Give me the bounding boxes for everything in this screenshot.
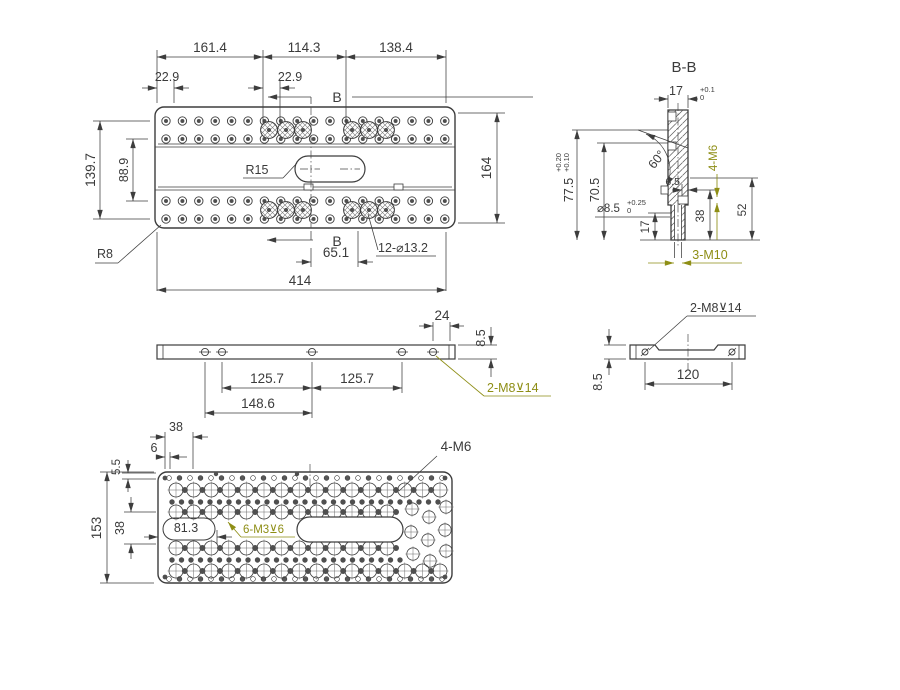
dim-148-6: 148.6 bbox=[241, 396, 275, 411]
hole-center bbox=[328, 217, 332, 221]
small-hole bbox=[375, 545, 381, 551]
small-hole bbox=[408, 577, 413, 582]
small-hole bbox=[207, 557, 212, 562]
small-hole bbox=[182, 487, 188, 493]
small-hole bbox=[199, 509, 205, 515]
small-hole bbox=[350, 499, 355, 504]
small-hole bbox=[226, 557, 231, 562]
hole-center bbox=[312, 119, 316, 123]
hole-center bbox=[246, 199, 250, 203]
small-hole bbox=[169, 499, 174, 504]
small-hole bbox=[169, 557, 174, 562]
small-hole bbox=[236, 499, 241, 504]
small-hole bbox=[274, 499, 279, 504]
small-hole bbox=[283, 499, 288, 504]
small-hole bbox=[335, 476, 340, 481]
small-hole bbox=[293, 499, 298, 504]
small-hole bbox=[393, 545, 399, 551]
small-hole bbox=[272, 577, 277, 582]
small-hole bbox=[217, 499, 222, 504]
small-hole bbox=[377, 577, 382, 582]
dim-70-5: 70.5 bbox=[588, 177, 602, 203]
small-hole bbox=[283, 557, 288, 562]
tol-17-upper: +0.1 bbox=[700, 85, 715, 94]
small-hole bbox=[270, 509, 276, 515]
section-notch bbox=[668, 112, 676, 121]
small-hole bbox=[356, 577, 361, 582]
corner-hole bbox=[163, 575, 168, 580]
hole-center bbox=[230, 119, 234, 123]
hole-center bbox=[377, 137, 381, 141]
small-hole bbox=[358, 487, 364, 493]
thread-callout-4m6-bottom: 4-M6 bbox=[440, 439, 472, 454]
small-hole bbox=[428, 487, 434, 493]
hole-center bbox=[246, 217, 250, 221]
dim-88-9: 88.9 bbox=[117, 157, 131, 183]
small-hole bbox=[305, 545, 311, 551]
small-hole bbox=[302, 499, 307, 504]
small-hole bbox=[245, 557, 250, 562]
small-hole bbox=[312, 499, 317, 504]
small-hole bbox=[369, 499, 374, 504]
hole-center bbox=[164, 217, 168, 221]
small-hole bbox=[251, 577, 256, 582]
hole-center bbox=[361, 217, 365, 221]
small-hole bbox=[198, 557, 203, 562]
corner-hole bbox=[443, 476, 448, 481]
small-hole bbox=[411, 568, 417, 574]
thread-callout-2m8-side: 2-M8⊻14 bbox=[487, 381, 539, 395]
small-hole bbox=[182, 545, 188, 551]
hole-center bbox=[180, 199, 184, 203]
dim-6: 6 bbox=[150, 441, 158, 455]
small-hole bbox=[252, 487, 258, 493]
small-hole bbox=[366, 476, 371, 481]
hole-center bbox=[377, 119, 381, 123]
hole-center bbox=[328, 137, 332, 141]
hole-center bbox=[426, 217, 430, 221]
small-hole bbox=[358, 545, 364, 551]
small-hole bbox=[198, 577, 203, 582]
small-hole bbox=[305, 568, 311, 574]
tol-17-lower: 0 bbox=[700, 93, 705, 102]
hole-center bbox=[230, 137, 234, 141]
corner-hole bbox=[163, 476, 168, 481]
dim-38-left: 38 bbox=[113, 521, 127, 535]
small-hole bbox=[182, 509, 188, 515]
hole-center bbox=[443, 217, 447, 221]
small-hole bbox=[188, 499, 193, 504]
dim-77-5: 77.5 bbox=[562, 177, 576, 203]
small-hole bbox=[287, 545, 293, 551]
hole-center bbox=[426, 199, 430, 203]
hole-center bbox=[410, 137, 414, 141]
small-hole bbox=[358, 509, 364, 515]
small-hole bbox=[198, 476, 203, 481]
thread-callout-4m6: 4-M6 bbox=[708, 144, 720, 172]
hole-center bbox=[410, 217, 414, 221]
top-view bbox=[83, 40, 533, 291]
edge-hole bbox=[214, 472, 218, 476]
small-hole bbox=[331, 499, 336, 504]
tab bbox=[304, 184, 313, 190]
dim-38-top: 38 bbox=[169, 420, 183, 434]
tab bbox=[394, 184, 403, 190]
small-hole bbox=[287, 568, 293, 574]
small-hole bbox=[188, 557, 193, 562]
dim-8-5-side: 8.5 bbox=[474, 329, 488, 347]
hole-center bbox=[361, 137, 365, 141]
small-hole bbox=[377, 476, 382, 481]
small-hole bbox=[426, 499, 431, 504]
edge-hole bbox=[295, 472, 299, 476]
small-hole bbox=[397, 557, 402, 562]
section-title: B-B bbox=[671, 59, 697, 76]
small-hole bbox=[388, 499, 393, 504]
small-hole bbox=[293, 476, 298, 481]
small-hole bbox=[264, 499, 269, 504]
small-hole bbox=[359, 557, 364, 562]
small-hole bbox=[312, 557, 317, 562]
small-hole bbox=[270, 545, 276, 551]
hole-center bbox=[213, 199, 217, 203]
small-hole bbox=[252, 509, 258, 515]
tol-8-5-upper: +0.25 bbox=[627, 198, 646, 207]
dim-114-3: 114.3 bbox=[287, 40, 321, 55]
small-hole bbox=[358, 568, 364, 574]
small-hole bbox=[340, 557, 345, 562]
dim-22-9-left: 22.9 bbox=[154, 70, 180, 84]
bottom-slot bbox=[297, 517, 403, 542]
small-hole bbox=[251, 476, 256, 481]
small-hole bbox=[274, 557, 279, 562]
hole-center bbox=[164, 119, 168, 123]
small-hole bbox=[272, 476, 277, 481]
small-hole bbox=[397, 499, 402, 504]
dim-5-5: 5.5 bbox=[111, 459, 123, 475]
hole-center bbox=[361, 119, 365, 123]
hole-center bbox=[377, 199, 381, 203]
hole-center bbox=[197, 137, 201, 141]
dim-138-4: 138.4 bbox=[379, 40, 413, 55]
small-hole bbox=[387, 476, 392, 481]
small-hole bbox=[230, 476, 235, 481]
hole-center bbox=[213, 137, 217, 141]
holes-callout: 12-⌀13.2 bbox=[378, 241, 428, 255]
small-hole bbox=[235, 487, 241, 493]
dim-22-9-mid: 22.9 bbox=[277, 70, 303, 84]
dim-139-7: 139.7 bbox=[83, 153, 98, 187]
hole-center bbox=[230, 199, 234, 203]
small-hole bbox=[419, 476, 424, 481]
small-hole bbox=[323, 568, 329, 574]
small-hole bbox=[378, 499, 383, 504]
small-hole bbox=[323, 545, 329, 551]
small-hole bbox=[236, 557, 241, 562]
hole-center bbox=[246, 137, 250, 141]
small-hole bbox=[408, 476, 413, 481]
hole-center bbox=[164, 137, 168, 141]
small-hole bbox=[435, 499, 440, 504]
hole-center bbox=[426, 119, 430, 123]
small-hole bbox=[199, 545, 205, 551]
hole-center bbox=[164, 199, 168, 203]
hole-center bbox=[377, 217, 381, 221]
corner-hole bbox=[443, 575, 448, 580]
hole-center bbox=[426, 137, 430, 141]
hole-center bbox=[197, 199, 201, 203]
dim-52: 52 bbox=[737, 203, 749, 217]
dim-24: 24 bbox=[434, 308, 450, 323]
hole-center bbox=[312, 217, 316, 221]
thread-callout-3m10: 3-M10 bbox=[692, 248, 728, 262]
hole-center bbox=[213, 217, 217, 221]
small-hole bbox=[303, 476, 308, 481]
small-hole bbox=[393, 509, 399, 515]
m6-hole-notch bbox=[678, 196, 688, 204]
thread-callout-6m3: 6-M3⊻6 bbox=[243, 524, 285, 536]
tol-77-5-upper: +0.20 bbox=[554, 153, 563, 172]
small-hole bbox=[429, 577, 434, 582]
hole-center bbox=[312, 199, 316, 203]
small-hole bbox=[287, 487, 293, 493]
small-hole bbox=[378, 557, 383, 562]
small-hole bbox=[217, 568, 223, 574]
small-hole bbox=[340, 487, 346, 493]
small-hole bbox=[270, 568, 276, 574]
small-hole bbox=[245, 499, 250, 504]
small-hole bbox=[393, 568, 399, 574]
hole-center bbox=[394, 199, 398, 203]
small-hole bbox=[179, 499, 184, 504]
small-hole bbox=[340, 545, 346, 551]
small-hole bbox=[356, 476, 361, 481]
small-hole bbox=[393, 487, 399, 493]
small-hole bbox=[359, 499, 364, 504]
small-hole bbox=[323, 487, 329, 493]
small-hole bbox=[252, 568, 258, 574]
small-hole bbox=[324, 476, 329, 481]
hole-center bbox=[328, 119, 332, 123]
dim-125-7-right: 125.7 bbox=[340, 371, 374, 386]
small-hole bbox=[270, 487, 276, 493]
angle-60: 60° bbox=[645, 147, 669, 172]
small-hole bbox=[217, 545, 223, 551]
small-hole bbox=[217, 557, 222, 562]
small-hole bbox=[226, 499, 231, 504]
dim-17-bottom: 17 bbox=[640, 220, 652, 234]
small-hole bbox=[340, 499, 345, 504]
end-view bbox=[591, 301, 756, 391]
dim-414: 414 bbox=[288, 273, 312, 288]
dim-153: 153 bbox=[89, 516, 104, 540]
hole-center bbox=[180, 119, 184, 123]
hole-center bbox=[443, 199, 447, 203]
small-hole bbox=[323, 509, 329, 515]
small-hole bbox=[369, 557, 374, 562]
small-hole bbox=[375, 487, 381, 493]
small-hole bbox=[305, 509, 311, 515]
small-hole bbox=[235, 545, 241, 551]
section-label-b-bottom: B bbox=[332, 233, 342, 249]
small-hole bbox=[219, 476, 224, 481]
small-hole bbox=[235, 568, 241, 574]
hole-center bbox=[410, 119, 414, 123]
small-hole bbox=[255, 557, 260, 562]
hole-center bbox=[180, 217, 184, 221]
hole-center bbox=[180, 137, 184, 141]
small-hole bbox=[177, 476, 182, 481]
small-hole bbox=[429, 476, 434, 481]
dim-81-3: 81.3 bbox=[173, 521, 199, 535]
small-hole bbox=[321, 557, 326, 562]
small-hole bbox=[375, 509, 381, 515]
hole-center bbox=[410, 199, 414, 203]
hole-center bbox=[246, 119, 250, 123]
hole-center bbox=[394, 217, 398, 221]
dim-8-5-end: 8.5 bbox=[591, 373, 605, 391]
thread-callout-2m8-end: 2-M8⊻14 bbox=[690, 301, 742, 315]
dim-161-4: 161.4 bbox=[193, 40, 227, 55]
hole-center bbox=[394, 137, 398, 141]
small-hole bbox=[188, 476, 193, 481]
small-hole bbox=[324, 577, 329, 582]
small-hole bbox=[199, 568, 205, 574]
small-hole bbox=[411, 487, 417, 493]
small-hole bbox=[264, 557, 269, 562]
section-label-b-top: B bbox=[332, 89, 342, 105]
hole-center bbox=[312, 137, 316, 141]
small-hole bbox=[219, 577, 224, 582]
hole-center bbox=[230, 217, 234, 221]
small-hole bbox=[305, 487, 311, 493]
small-hole bbox=[182, 568, 188, 574]
small-hole bbox=[331, 557, 336, 562]
small-hole bbox=[282, 476, 287, 481]
small-hole bbox=[207, 499, 212, 504]
small-hole bbox=[375, 568, 381, 574]
small-hole bbox=[428, 568, 434, 574]
small-hole bbox=[217, 509, 223, 515]
dim-6-5: 6.5 bbox=[665, 176, 680, 188]
hole-center bbox=[361, 199, 365, 203]
hole-center bbox=[443, 137, 447, 141]
small-hole bbox=[179, 557, 184, 562]
bottom-view bbox=[89, 420, 471, 583]
small-hole bbox=[350, 557, 355, 562]
small-hole bbox=[416, 499, 421, 504]
small-hole bbox=[287, 509, 293, 515]
dia-8-5: ⌀8.5 bbox=[597, 203, 620, 215]
side-view bbox=[157, 308, 551, 418]
small-hole bbox=[302, 557, 307, 562]
dim-164: 164 bbox=[479, 156, 494, 180]
tol-77-5-lower: +0.10 bbox=[562, 153, 571, 172]
hole-center bbox=[197, 119, 201, 123]
radius-r8: R8 bbox=[97, 247, 113, 261]
dim-65-1: 65.1 bbox=[322, 245, 350, 260]
section-bb-view bbox=[554, 59, 760, 263]
dim-38: 38 bbox=[695, 209, 707, 223]
small-hole bbox=[261, 476, 266, 481]
small-hole bbox=[340, 568, 346, 574]
small-hole bbox=[314, 476, 319, 481]
small-hole bbox=[252, 545, 258, 551]
dim-17-top: 17 bbox=[669, 84, 683, 98]
tol-8-5-lower: 0 bbox=[627, 206, 632, 215]
hole-center bbox=[394, 119, 398, 123]
radius-r15: R15 bbox=[245, 163, 269, 177]
small-hole bbox=[321, 499, 326, 504]
small-hole bbox=[345, 476, 350, 481]
hole-center bbox=[197, 217, 201, 221]
small-hole bbox=[303, 577, 308, 582]
small-hole bbox=[235, 509, 241, 515]
dim-125-7-left: 125.7 bbox=[250, 371, 284, 386]
small-hole bbox=[255, 499, 260, 504]
small-hole bbox=[388, 557, 393, 562]
small-hole bbox=[198, 499, 203, 504]
small-hole bbox=[240, 476, 245, 481]
hole-center bbox=[213, 119, 217, 123]
small-hole bbox=[407, 499, 412, 504]
small-hole bbox=[209, 476, 214, 481]
small-hole bbox=[199, 487, 205, 493]
small-hole bbox=[398, 476, 403, 481]
dim-120: 120 bbox=[676, 367, 700, 382]
small-hole bbox=[293, 557, 298, 562]
small-hole bbox=[217, 487, 223, 493]
small-hole bbox=[340, 509, 346, 515]
hole-center bbox=[443, 119, 447, 123]
hole-center bbox=[328, 199, 332, 203]
